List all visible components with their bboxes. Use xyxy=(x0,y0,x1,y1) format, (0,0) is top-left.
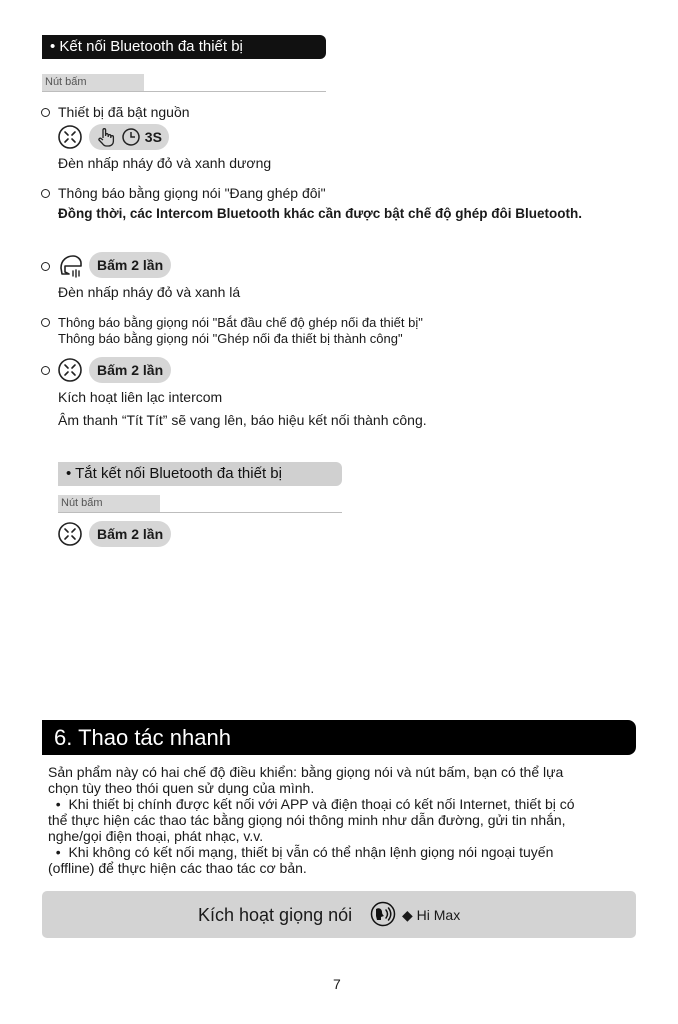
intro-line: Sản phẩm này có hai chế độ điều khiển: bằng giọng nói và nút bấm, bạn có thể lựa xyxy=(48,764,564,780)
hold-3s-indicator xyxy=(89,124,169,150)
button-icon xyxy=(57,521,83,547)
bullet-offline-line: (offline) để thực hiện các thao tác cơ bản. xyxy=(48,860,307,876)
step4-line2: Thông báo bằng giọng nói "Ghép nối đa thiết bị thành công" xyxy=(58,331,403,346)
button-icon xyxy=(57,124,83,150)
bullet-circle xyxy=(41,366,50,375)
voice-activation-box xyxy=(42,891,636,938)
intercom-button-icon xyxy=(57,252,85,280)
voice-speaking-icon xyxy=(370,901,396,927)
bullet-online-line: thể thực hiện các thao tác bằng giọng nói thông minh như dẫn đường, gửi tin nhắn, xyxy=(48,812,566,828)
bullet-circle xyxy=(41,318,50,327)
divider xyxy=(58,512,342,513)
wake-word: ◆ Hi Max xyxy=(402,907,461,923)
press-twice-badge: Bấm 2 lần xyxy=(89,252,171,278)
intro-line: chọn tùy theo thói quen sử dụng của mình. xyxy=(48,780,315,796)
section6-intro xyxy=(48,764,638,876)
step5-result1: Kích hoạt liên lạc intercom xyxy=(58,389,223,405)
section-title-disable-multi-device: • Tắt kết nối Bluetooth đa thiết bị xyxy=(58,462,342,486)
step2-text: Thông báo bằng giọng nói "Đang ghép đôi" xyxy=(58,185,326,201)
step1-result: Đèn nhấp nháy đỏ và xanh dương xyxy=(58,155,272,171)
section-tag-button: Nút bấm xyxy=(58,495,160,512)
press-twice-badge: Bấm 2 lần xyxy=(89,357,171,383)
button-icon xyxy=(57,357,83,383)
bullet-circle xyxy=(41,262,50,271)
divider xyxy=(42,91,326,92)
clock-icon xyxy=(121,127,141,147)
step2-note: Đồng thời, các Intercom Bluetooth khác cần được bật chế độ ghép đôi Bluetooth. xyxy=(58,206,583,221)
section6-title: 6. Thao tác nhanh xyxy=(42,720,636,755)
bullet-online-line: nghe/gọi điện thoại, phát nhạc, v.v. xyxy=(48,828,264,844)
page-number: 7 xyxy=(333,976,341,992)
press-twice-badge: Bấm 2 lần xyxy=(89,521,171,547)
voice-activation-label: Kích hoạt giọng nói xyxy=(198,905,353,925)
section-tag-button: Nút bấm xyxy=(42,74,144,91)
bullet-circle xyxy=(41,108,50,117)
step5-result2: Âm thanh “Tít Tít” sẽ vang lên, báo hiệu kết nối thành công. xyxy=(58,412,427,428)
bullet-online-line: • Khi thiết bị chính được kết nối với APP và điện thoại có kết nối Internet, thiết bị có xyxy=(48,796,575,812)
step1-text: Thiết bị đã bật nguồn xyxy=(58,104,190,120)
step3-result: Đèn nhấp nháy đỏ và xanh lá xyxy=(58,284,241,300)
step4-line1: Thông báo bằng giọng nói "Bắt đầu chế độ ghép nối đa thiết bị" xyxy=(58,315,423,330)
press-hand-icon xyxy=(95,126,117,148)
hold-duration: 3S xyxy=(144,129,162,145)
section-title-multi-device: • Kết nối Bluetooth đa thiết bị xyxy=(42,35,326,59)
bullet-offline-line: • Khi không có kết nối mạng, thiết bị vẫn có thể nhận lệnh giọng nói ngoại tuyến xyxy=(48,844,554,860)
bullet-circle xyxy=(41,189,50,198)
